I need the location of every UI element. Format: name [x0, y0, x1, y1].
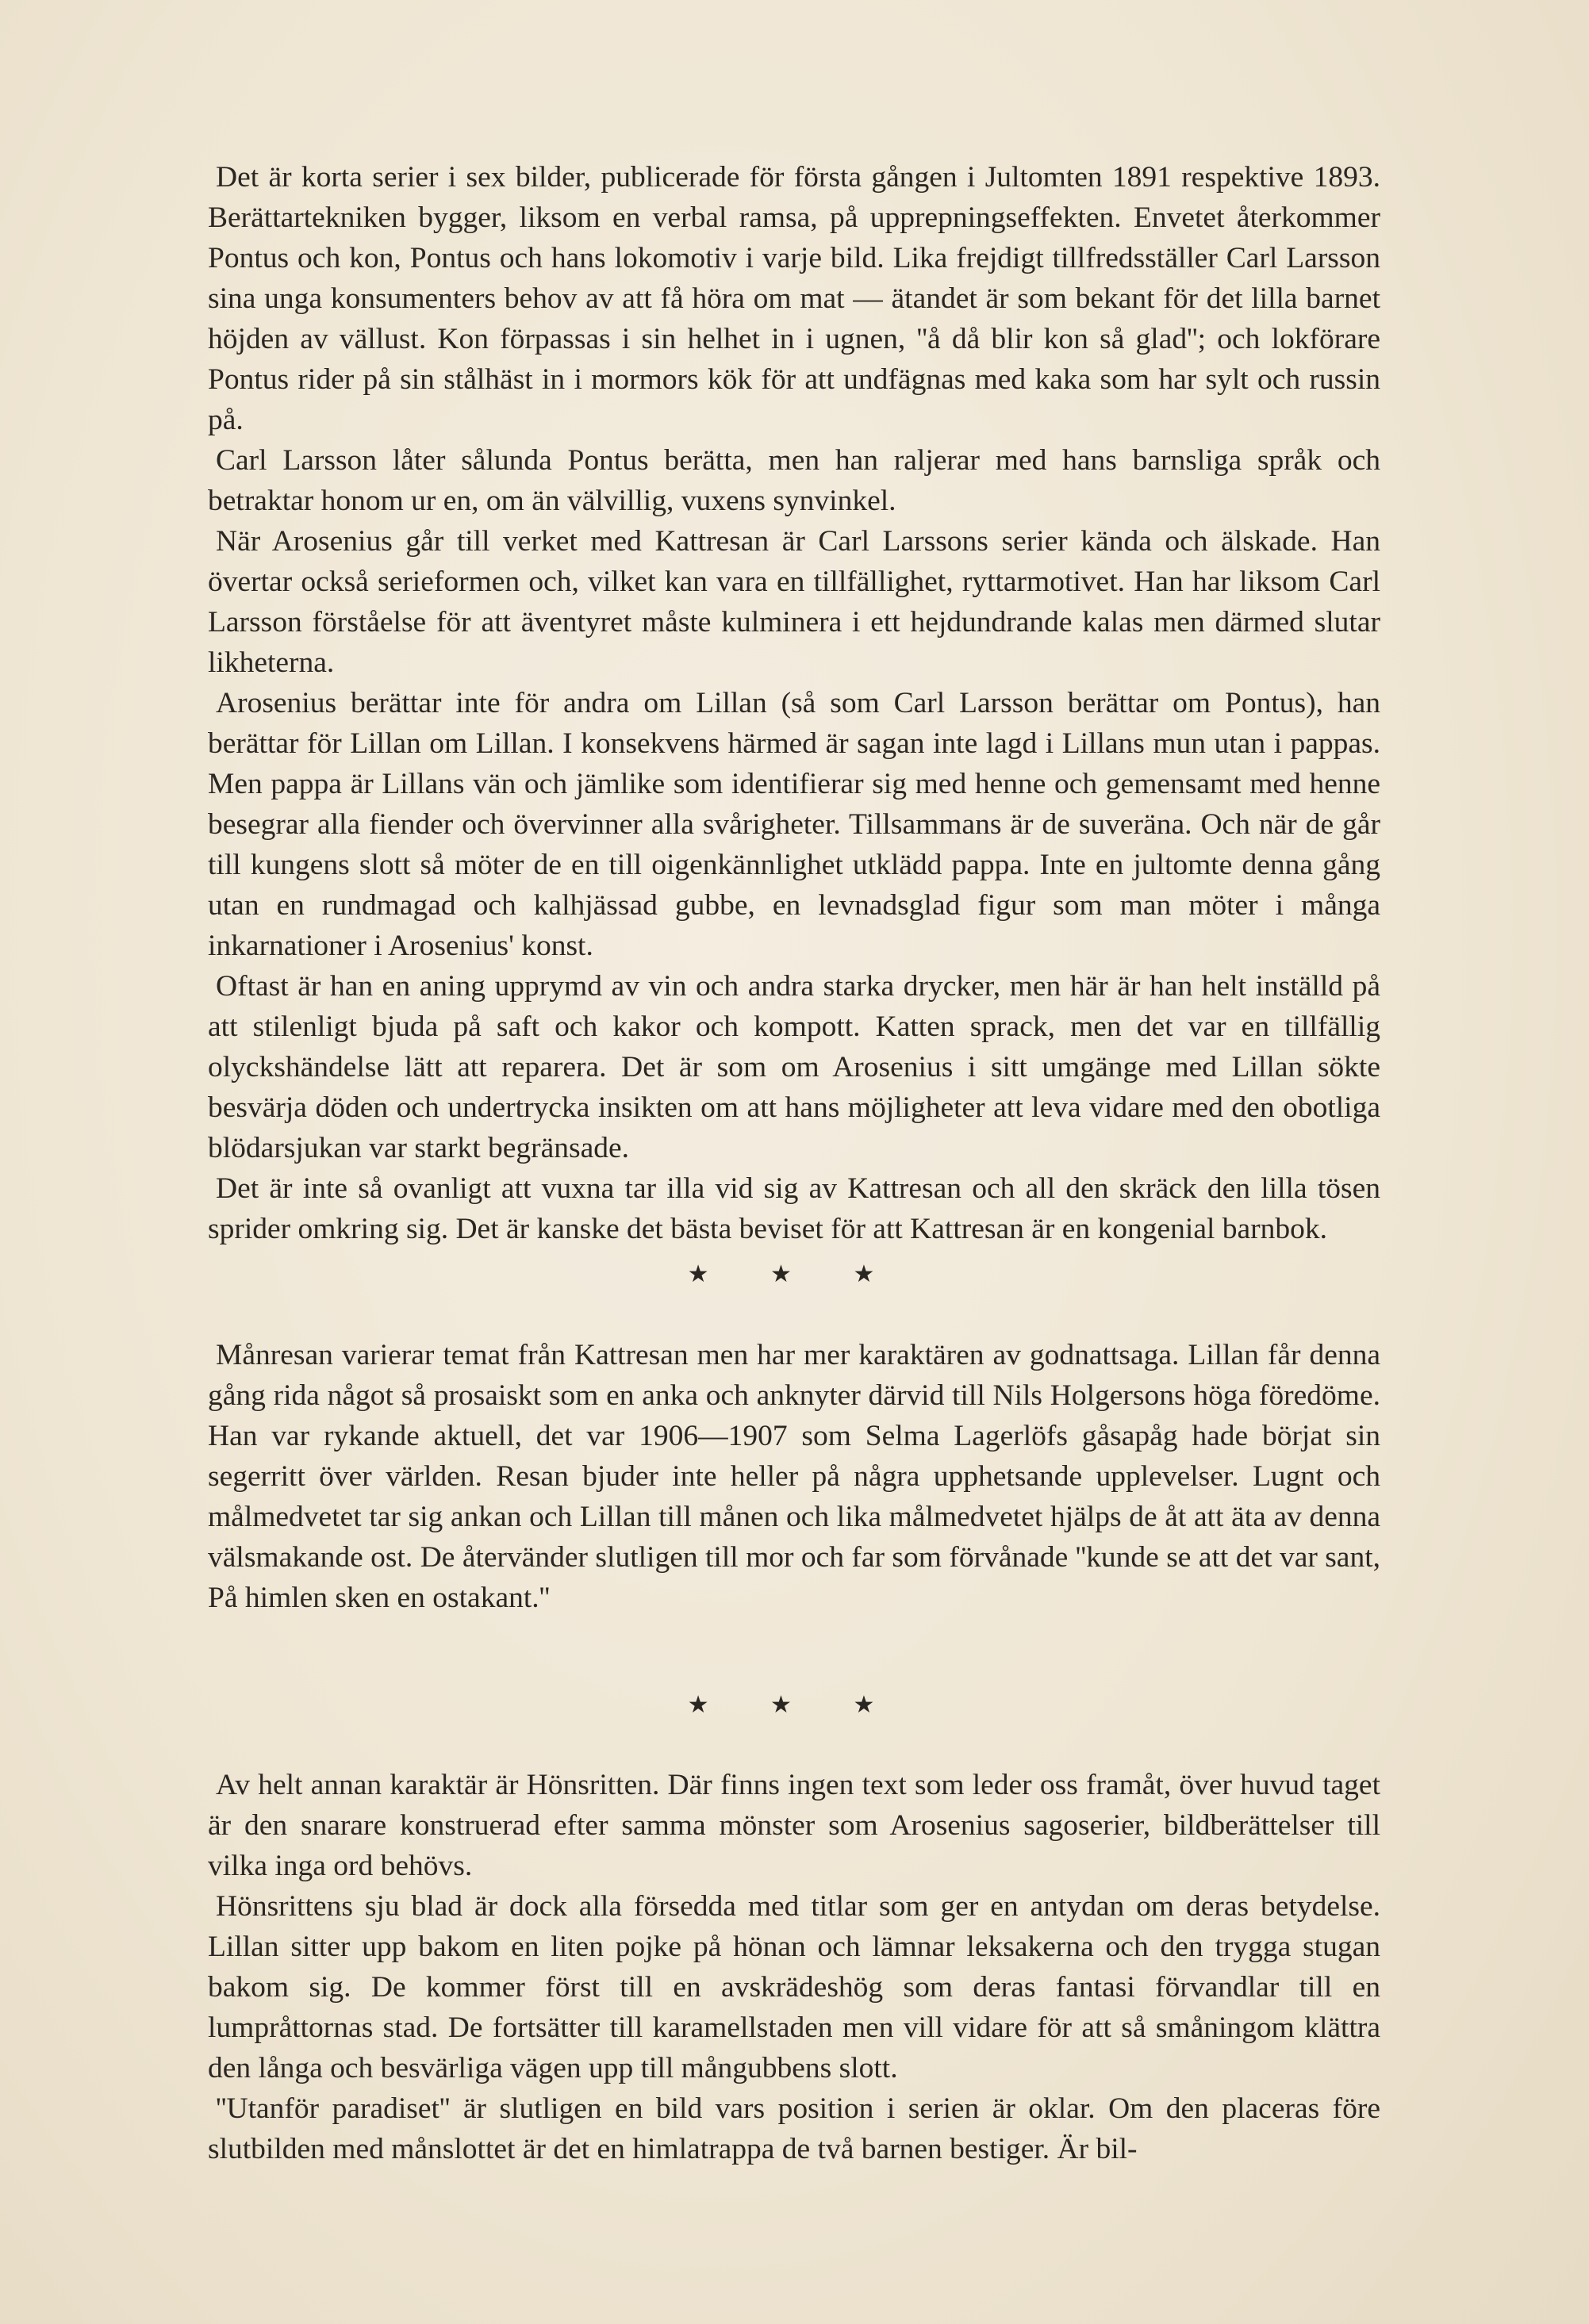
section-manresan — [208, 1335, 1380, 1618]
paragraph: Oftast är han en aning upprymd av vin och andra starka drycker, men här är han helt inställd på att stilenligt bjuda på saft och kakor och kompott. Katten sprack, men det var en tillfällig olyckshändelse lätt att reparera. Det är som om Arosenius i sitt umgänge med Lillan sökte besvärja döden och undertrycka insikten om att hans möjligheter att leva vidare med den obotliga blödarsjukan var starkt begränsade. — [208, 970, 1380, 1164]
paragraph: Hönsrittens sju blad är dock alla försedda med titlar som ger en antydan om deras betydelse. Lillan sitter upp bakom en liten pojke på hönan och lämnar leksakerna och den trygga stugan bakom sig. De kommer först till en avskrädeshög som deras fantasi förvandlar till en lumpråttornas stad. De fortsätter till karamellstaden men vill vidare för att så småningom klättra den långa och besvärliga vägen upp till mångubbens slott. — [208, 1890, 1380, 2084]
paragraph: Månresan varierar temat från Kattresan men har mer karaktären av godnattsaga. Lillan får denna gång rida något så prosaiskt som en anka och anknyter därvid till Nils Holgersons höga föredöme. Han var rykande aktuell, det var 1906—1907 som Selma Lagerlöfs gåsapåg hade börjat sin segerritt över världen. Resan bjuder inte heller på några upphetsande upplevelser. Lugnt och målmedvetet tar sig ankan och Lillan till månen och lika målmedvetet hjälps de åt att äta av denna välsmakande ost. De återvänder slutligen till mor och far som förvånade ''kunde se att det var sant, På himlen sken en ostakant.'' — [208, 1339, 1380, 1614]
section-carl-larsson-comparison — [208, 157, 1380, 1249]
paragraph: ''Utanför paradiset'' är slutligen en bild vars position i serien är oklar. Om den placeras före slutbilden med månslottet är det en himlatrappa de två barnen bestiger. Är bil- — [208, 2092, 1380, 2165]
paragraph: Arosenius berättar inte för andra om Lillan (så som Carl Larsson berättar om Pontus), han berättar för Lillan om Lillan. I konsekvens härmed är sagan inte lagd i Lillans mun utan i pappas. Men pappa är Lillans vän och jämlike som identifierar sig med henne och gemensamt med henne besegrar alla fiender och övervinner alla svårigheter. Tillsammans är de suveräna. Och när de går till kungens slott så möter de en till oigenkännlighet utklädd pappa. Inte en jultomte denna gång utan en rundmagad och kalhjässad gubbe, en levnadsglad figur som man möter i många inkarnationer i Arosenius' konst. — [208, 687, 1380, 962]
paragraph: Carl Larsson låter sålunda Pontus berätta, men han raljerar med hans barnsliga språk och betraktar honom ur en, om än välvillig, vuxens synvinkel. — [208, 444, 1380, 517]
paragraph: Av helt annan karaktär är Hönsritten. Där finns ingen text som leder oss framåt, över huvud taget är den snarare konstruerad efter samma mönster som Arosenius sagoserier, bildberättelser till vilka inga ord behövs. — [208, 1769, 1380, 1882]
paragraph: Det är inte så ovanligt att vuxna tar illa vid sig av Kattresan och all den skräck den lilla tösen sprider omkring sig. Det är kanske det bästa beviset för att Kattresan är en kongenial barnbok. — [208, 1172, 1380, 1245]
section-divider-stars: ★ ★ ★ — [687, 1260, 902, 1288]
paragraph: Det är korta serier i sex bilder, publicerade för första gången i Jultomten 1891 respektive 1893. Berättartekniken bygger, liksom en verbal ramsa, på upprepningseffekten. Envetet återkommer Pontus och kon, Pontus och hans lokomotiv i varje bild. Lika frejdigt tillfredsställer Carl Larsson sina unga konsumenters behov av att få höra om mat — ätandet är som bekant för det lilla barnet höjden av vällust. Kon förpassas i sin helhet in i ugnen, ''å då blir kon så glad''; och lokförare Pontus rider på sin stålhäst in i mormors kök för att undfägnas med kaka som har sylt och russin på. — [208, 161, 1380, 436]
section-honsritten — [208, 1765, 1380, 2169]
paragraph: När Arosenius går till verket med Kattresan är Carl Larssons serier kända och älskade. Han övertar också serieformen och, vilket kan vara en tillfällighet, ryttarmotivet. Han har liksom Carl Larsson förståelse för att äventyret måste kulminera i ett hejdundrande kalas men därmed slutar likheterna. — [208, 525, 1380, 679]
section-divider-stars: ★ ★ ★ — [687, 1691, 902, 1719]
